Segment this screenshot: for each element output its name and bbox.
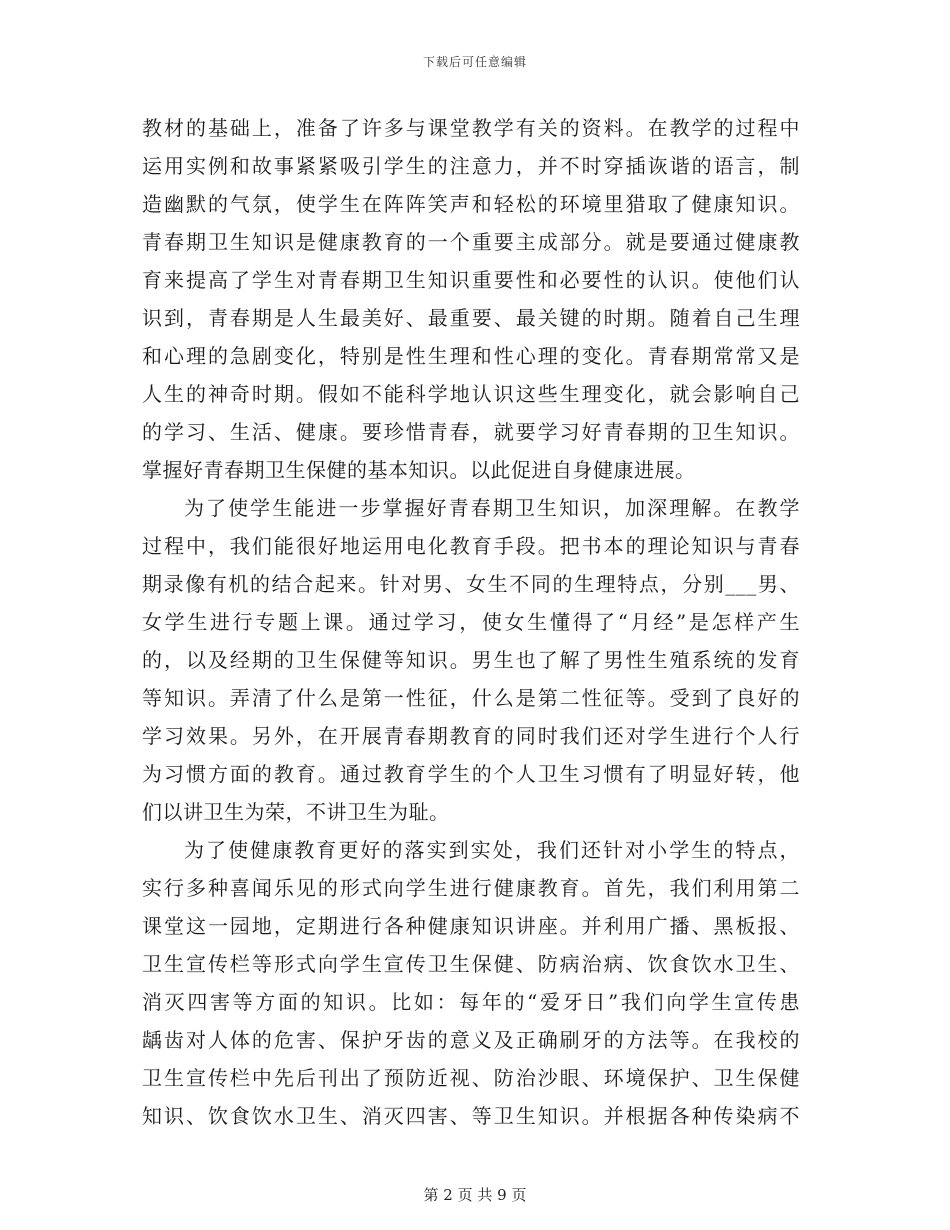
text-line: 识到，青春期是人生最美好、最重要、最关键的时期。随着自己生理: [142, 306, 800, 330]
text-line: 的学习、生活、健康。要珍惜青春，就要学习好青春期的卫生知识。: [142, 420, 800, 444]
paragraph-3: [142, 831, 800, 1135]
page-number-footer: 第 2 页 共 9 页: [423, 1186, 527, 1204]
text-line: 为了使健康教育更好的落实到实处，我们还针对小学生的特点，: [184, 838, 800, 862]
text-line: 们以讲卫生为荣，不讲卫生为耻。: [142, 800, 450, 824]
text-line: 人生的神奇时期。假如不能科学地认识这些生理变化，就会影响自己: [142, 382, 800, 406]
text-line: 和心理的急剧变化，特别是性生理和性心理的变化。青春期常常又是: [142, 344, 800, 368]
text-line: 学习效果。另外，在开展青春期教育的同时我们还对学生进行个人行: [142, 724, 800, 748]
text-line: 造幽默的气氛，使学生在阵阵笑声和轻松的环境里猎取了健康知识。: [142, 192, 800, 216]
text-line: 为习惯方面的教育。通过教育学生的个人卫生习惯有了明显好转，他: [142, 762, 800, 786]
text-line: 等知识。弄清了什么是第一性征，什么是第二性征等。受到了良好的: [142, 686, 800, 710]
text-line: 消灭四害等方面的知识。比如：每年的“爱牙日”我们向学生宣传患: [142, 990, 800, 1014]
text-line: 女学生进行专题上课。通过学习，使女生懂得了“月经”是怎样产生: [142, 610, 800, 634]
page-header: 下载后可任意编辑: [422, 55, 527, 69]
document-body: [142, 109, 800, 1135]
text-line: 知识、饮食饮水卫生、消灭四害、等卫生知识。并根据各种传染病不: [142, 1104, 800, 1128]
text-line: 教材的基础上，准备了许多与课堂教学有关的资料。在教学的过程中: [142, 116, 800, 140]
text-line: 龋齿对人体的危害、保护牙齿的意义及正确刷牙的方法等。在我校的: [142, 1028, 800, 1052]
text-line: 为了使学生能进一步掌握好青春期卫生知识，加深理解。在教学: [184, 496, 800, 520]
text-line: 青春期卫生知识是健康教育的一个重要主成部分。就是要通过健康教: [142, 230, 800, 254]
text-line: 卫生宣传栏等形式向学生宣传卫生保健、防病治病、饮食饮水卫生、: [142, 952, 800, 976]
text-line: 实行多种喜闻乐见的形式向学生进行健康教育。首先，我们利用第二: [142, 876, 800, 900]
text-line: 过程中，我们能很好地运用电化教育手段。把书本的理论知识与青春: [142, 534, 800, 558]
text-line: 掌握好青春期卫生保健的基本知识。以此促进自身健康进展。: [142, 458, 696, 482]
text-line: 的，以及经期的卫生保健等知识。男生也了解了男性生殖系统的发育: [142, 648, 800, 672]
text-line: 育来提高了学生对青春期卫生知识重要性和必要性的认识。使他们认: [142, 268, 800, 292]
text-line: 课堂这一园地，定期进行各种健康知识讲座。并利用广播、黑板报、: [142, 914, 800, 938]
text-line: 运用实例和故事紧紧吸引学生的注意力，并不时穿插诙谐的语言，制: [142, 154, 800, 178]
paragraph-1: [142, 109, 800, 489]
text-line: 卫生宣传栏中先后刊出了预防近视、防治沙眼、环境保护、卫生保健: [142, 1066, 800, 1090]
paragraph-2: [142, 489, 800, 831]
text-line: 期录像有机的结合起来。针对男、女生不同的生理特点，分别___男、: [142, 572, 800, 596]
